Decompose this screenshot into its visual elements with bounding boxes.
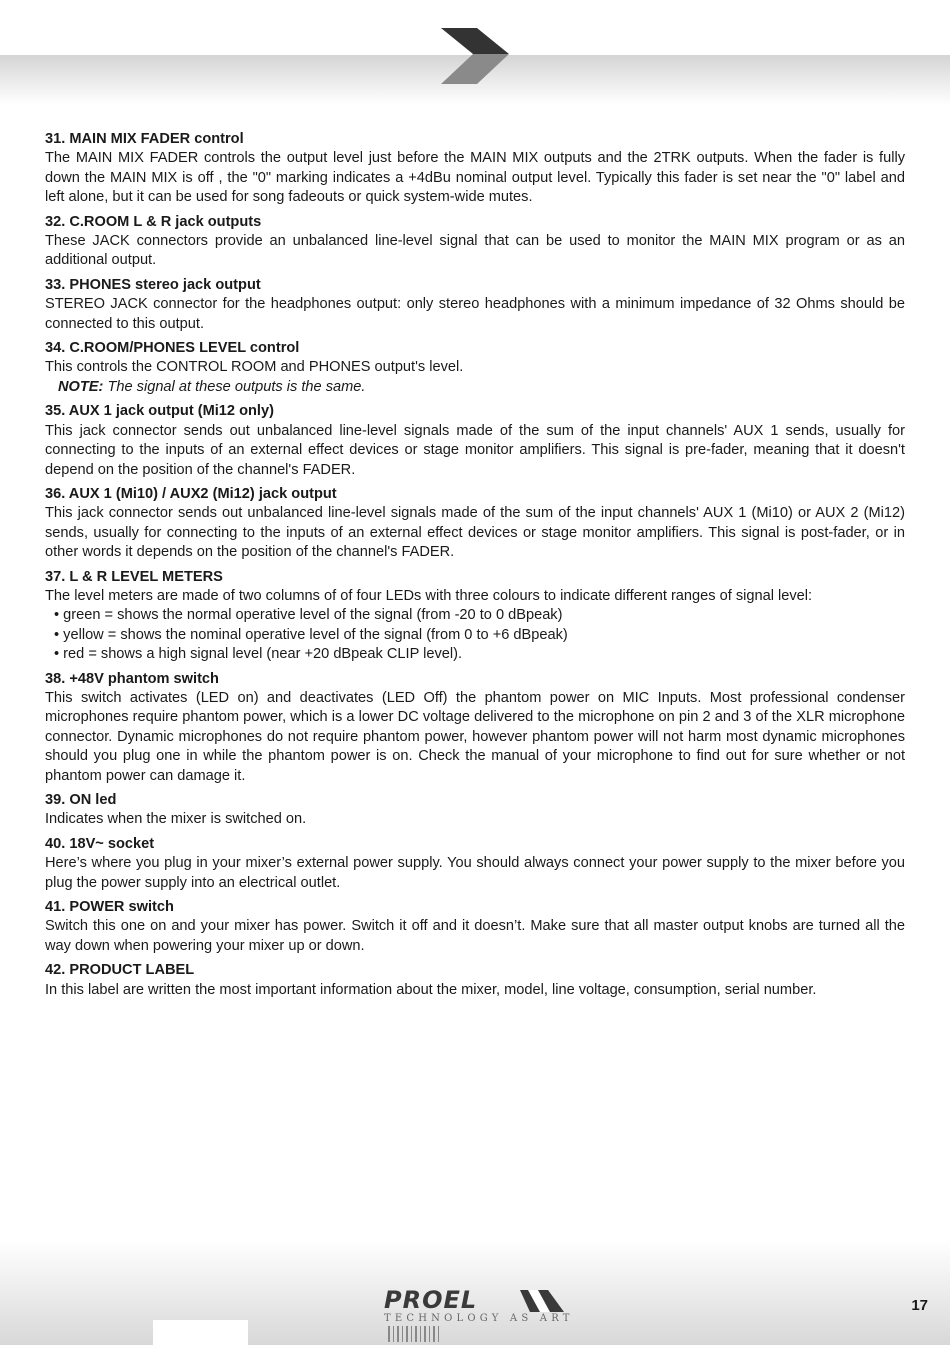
section-title: 42. PRODUCT LABEL — [45, 962, 195, 979]
section-title: 34. C.ROOM/PHONES LEVEL control — [45, 340, 300, 357]
document-body — [45, 130, 905, 1005]
section-32 — [45, 213, 905, 271]
list-item: • red = shows a high signal level (near +20 dBpeak CLIP level). — [54, 645, 905, 664]
section-33 — [45, 276, 905, 334]
section-title: 36. AUX 1 (Mi10) / AUX2 (Mi12) jack output — [45, 485, 337, 502]
logo-triangle-icon — [520, 1290, 564, 1312]
logo-tagline: TECHNOLOGY AS ART — [384, 1313, 574, 1324]
proel-logo — [384, 1286, 574, 1345]
section-40 — [45, 835, 905, 893]
barcode-icon — [388, 1326, 444, 1342]
section-38 — [45, 670, 905, 786]
section-title: 38. +48V phantom switch — [45, 670, 219, 687]
section-35 — [45, 402, 905, 480]
chevron-right-icon — [441, 28, 509, 84]
section-39 — [45, 791, 905, 830]
section-title: 32. C.ROOM L & R jack outputs — [45, 213, 262, 230]
section-36 — [45, 485, 905, 563]
section-text: STEREO JACK connector for the headphones output: only stereo headphones with a minimum impedance of 32 Ohms should be connected to this output. — [45, 296, 905, 332]
section-title: 33. PHONES stereo jack output — [45, 276, 261, 293]
section-42 — [45, 961, 905, 1000]
section-31 — [45, 130, 905, 208]
section-text: The MAIN MIX FADER controls the output level just before the MAIN MIX outputs and the 2TRK outputs. When the fader is fully down the MAIN MIX is off , the "0" marking indicates a +4dBu nominal output level. Typically this fader is set near the "0" label and left alone, but it can be used for song fadeouts or quick system-wide mutes. — [45, 150, 905, 206]
section-34 — [45, 339, 905, 397]
list-item: • yellow = shows the nominal operative level of the signal (from 0 to +6 dBpeak) — [54, 626, 905, 645]
section-title: 41. POWER switch — [45, 899, 174, 916]
page-number: 17 — [911, 1297, 928, 1314]
section-title: 39. ON led — [45, 792, 117, 808]
section-title: 40. 18V~ socket — [45, 835, 155, 852]
section-title: 35. AUX 1 jack output (Mi12 only) — [45, 403, 274, 420]
section-text: Indicates when the mixer is switched on. — [45, 811, 307, 828]
logo-brand: PROEL — [384, 1286, 478, 1314]
section-text: The level meters are made of two columns of of four LEDs with three colours to indicate different ranges of signal level: — [45, 587, 813, 604]
section-text: This controls the CONTROL ROOM and PHONES output's level. — [45, 359, 464, 376]
section-text: This jack connector sends out unbalanced line-level signals made of the sum of the input channels' AUX 1 sends, usually for connecting to the inputs of an external effect devices or stage monitor amplifiers. This signal is pre-fader, meaning that it doesn't depend on the position of the channel's FADER. — [45, 422, 905, 478]
note-label: NOTE: — [58, 378, 104, 395]
led-color-list — [45, 606, 905, 664]
section-text: These JACK connectors provide an unbalanced line-level signal that can be used to monitor the MAIN MIX program or as an additional output. — [45, 233, 905, 269]
section-title: 37. L & R LEVEL METERS — [45, 568, 223, 585]
section-text: In this label are written the most important information about the mixer, model, line voltage, consumption, serial number. — [45, 981, 817, 998]
note — [45, 378, 905, 397]
note-text: The signal at these outputs is the same. — [103, 378, 366, 395]
section-text: This jack connector sends out unbalanced line-level signals made of the sum of the input channels' AUX 1 (Mi10) or AUX 2 (Mi12) sends, usually for connecting to the inputs of an external effect devices or stage monitor amplifiers. This signal is post-fader, or in other words it depends on the position of the channel's FADER. — [45, 505, 905, 561]
section-title: 31. MAIN MIX FADER control — [45, 131, 244, 147]
section-37 — [45, 568, 905, 665]
footer-tab — [153, 1320, 248, 1345]
list-item: • green = shows the normal operative level of the signal (from -20 to 0 dBpeak) — [54, 606, 905, 625]
section-text: Switch this one on and your mixer has power. Switch it off and it doesn’t. Make sure that all master output knobs are turned all the way down when powering your mixer up or down. — [45, 918, 905, 954]
section-41 — [45, 898, 905, 956]
section-text: This switch activates (LED on) and deactivates (LED Off) the phantom power on MIC Inputs. Most professional condenser microphones require phantom power, which is a lower DC voltage delivered to the microphone on pin 2 and 3 of the XLR microphone connector. Dynamic microphones do not require phantom power, however phantom power will not harm most dynamic microphones should you plug one in while the phantom power is on. Check the manual of your microphone to find out for sure whether or not phantom power can damage it. — [45, 689, 905, 784]
section-text: Here’s where you plug in your mixer’s external power supply. You should always connect your power supply to the mixer before you plug the power supply into an electrical outlet. — [45, 855, 905, 891]
